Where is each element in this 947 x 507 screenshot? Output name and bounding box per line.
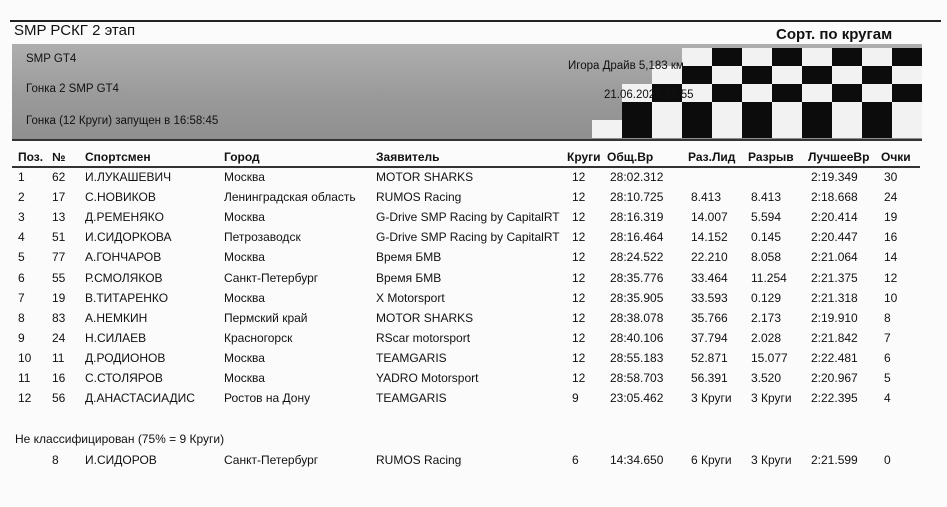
cell-total: 28:16.464 xyxy=(610,230,664,245)
cell-laps: 9 xyxy=(572,391,579,406)
flag-square xyxy=(832,120,862,138)
cell-city: Ленинградская область xyxy=(224,190,356,205)
flag-square xyxy=(682,48,712,66)
col-num: № xyxy=(52,150,66,164)
cell-gap: 3.520 xyxy=(751,371,782,385)
cell-driver: И.СИДОРКОВА xyxy=(85,230,172,245)
cell-laps: 12 xyxy=(572,330,586,345)
cell-num: 62 xyxy=(52,170,66,184)
col-gap: Разрыв xyxy=(748,150,794,164)
cell-pos: 2 xyxy=(18,190,25,205)
cell-laps: 12 xyxy=(572,350,586,365)
cell-num: 17 xyxy=(52,190,66,205)
cell-driver: И.ЛУКАШЕВИЧ xyxy=(85,170,172,184)
flag-square xyxy=(832,84,862,102)
cell-city: Пермский край xyxy=(224,310,308,325)
cell-driver: Н.СИЛАЕВ xyxy=(85,330,147,345)
cell-driver: И.СИДОРОВ xyxy=(85,453,157,467)
cell-gap: 2.173 xyxy=(751,310,782,325)
result-row xyxy=(0,329,947,349)
cell-gap: 0.129 xyxy=(751,290,782,305)
cell-points: 4 xyxy=(884,391,891,406)
cell-team: YADRO Motorsport xyxy=(376,371,479,385)
flag-square xyxy=(832,66,862,84)
sort-label: Сорт. по кругам xyxy=(776,26,893,43)
cell-lead-gap: 14.007 xyxy=(691,210,728,225)
cell-lead-gap: 33.464 xyxy=(691,270,728,285)
flag-square xyxy=(712,84,742,102)
flag-square xyxy=(772,84,802,102)
cell-city: Петрозаводск xyxy=(224,230,301,245)
result-row xyxy=(0,349,947,369)
cell-team: RUMOS Racing xyxy=(376,453,462,467)
result-row xyxy=(0,228,947,248)
cell-best: 2:21.064 xyxy=(811,250,858,265)
cell-gap: 15.077 xyxy=(751,350,788,365)
cell-points: 16 xyxy=(884,230,898,245)
cell-team: G-Drive SMP Racing by CapitalRT xyxy=(376,230,560,245)
cell-num: 8 xyxy=(52,453,59,467)
flag-square xyxy=(682,102,712,120)
cell-pos: 3 xyxy=(18,210,25,225)
cell-lead-gap: 56.391 xyxy=(691,371,728,385)
cell-points: 6 xyxy=(884,350,891,365)
flag-square xyxy=(802,66,832,84)
cell-lead-gap: 22.210 xyxy=(691,250,728,265)
cell-driver: Р.СМОЛЯКОВ xyxy=(85,270,163,285)
cell-num: 11 xyxy=(52,350,65,365)
cell-laps: 6 xyxy=(572,453,579,467)
cell-best: 2:20.447 xyxy=(811,230,858,245)
flag-square xyxy=(772,48,802,66)
cell-pos: 7 xyxy=(18,290,25,305)
cell-total: 28:02.312 xyxy=(610,170,664,184)
cell-best: 2:18.668 xyxy=(811,190,858,205)
flag-square xyxy=(682,66,712,84)
cell-points: 19 xyxy=(884,210,898,225)
cell-num: 55 xyxy=(52,270,66,285)
result-row xyxy=(0,389,947,409)
cell-lead-gap: 14.152 xyxy=(691,230,728,245)
cell-gap: 3 Круги xyxy=(751,453,792,467)
top-rule xyxy=(10,20,941,22)
col-laps: Круги xyxy=(567,150,601,164)
cell-total: 28:16.319 xyxy=(610,210,664,225)
cell-team: RScar motorsport xyxy=(376,330,471,345)
cell-pos: 4 xyxy=(18,230,25,245)
cell-points: 7 xyxy=(884,330,891,345)
cell-total: 28:35.905 xyxy=(610,290,664,305)
cell-gap: 5.594 xyxy=(751,210,782,225)
race-start: Гонка (12 Круги) запущен в 16:58:45 xyxy=(26,115,219,127)
cell-team: Время БМВ xyxy=(376,250,442,265)
cell-pos: 10 xyxy=(18,350,32,365)
cell-city: Москва xyxy=(224,371,265,385)
result-row xyxy=(0,289,947,309)
cell-best: 2:21.599 xyxy=(811,453,858,467)
cell-num: 19 xyxy=(52,290,66,305)
cell-city: Ростов на Дону xyxy=(224,391,311,406)
cell-gap: 11.254 xyxy=(751,270,787,285)
result-row xyxy=(0,248,947,268)
cell-city: Москва xyxy=(224,290,265,305)
cell-best: 2:19.349 xyxy=(811,170,858,184)
flag-square xyxy=(622,102,652,120)
cell-laps: 12 xyxy=(572,210,586,225)
flag-square xyxy=(802,84,832,102)
cell-num: 83 xyxy=(52,310,66,325)
cell-team: MOTOR SHARKS xyxy=(376,170,474,184)
cell-gap: 0.145 xyxy=(751,230,782,245)
flag-square xyxy=(802,102,832,120)
cell-laps: 12 xyxy=(572,170,586,184)
cell-points: 12 xyxy=(884,270,898,285)
cell-laps: 12 xyxy=(572,270,586,285)
cell-total: 23:05.462 xyxy=(610,391,664,406)
flag-square xyxy=(592,120,622,138)
result-row xyxy=(0,369,947,389)
cell-pos: 12 xyxy=(18,391,32,406)
cell-pos: 5 xyxy=(18,250,25,265)
cell-pos: 11 xyxy=(18,371,31,385)
flag-square xyxy=(712,48,742,66)
flag-square xyxy=(622,120,652,138)
cell-city: Москва xyxy=(224,170,265,184)
flag-square xyxy=(712,120,742,138)
cell-total: 28:55.183 xyxy=(610,350,664,365)
cell-points: 0 xyxy=(884,453,891,467)
cell-city: Москва xyxy=(224,250,265,265)
flag-square xyxy=(772,102,802,120)
cell-lead-gap: 3 Круги xyxy=(691,391,732,406)
cell-lead-gap: 8.413 xyxy=(691,190,722,205)
race-name: Гонка 2 SMP GT4 xyxy=(26,83,119,95)
col-team: Заявитель xyxy=(376,150,440,164)
cell-best: 2:21.318 xyxy=(811,290,858,305)
cell-total: 14:34.650 xyxy=(610,453,664,467)
series-name: SMP GT4 xyxy=(26,53,77,65)
cell-points: 14 xyxy=(884,250,898,265)
cell-pos: 9 xyxy=(18,330,25,345)
cell-gap: 8.058 xyxy=(751,250,782,265)
cell-lead-gap: 35.766 xyxy=(691,310,728,325)
cell-driver: Д.РЕМЕНЯКО xyxy=(85,210,164,225)
cell-laps: 12 xyxy=(572,290,586,305)
cell-driver: Д.АНАСТАСИАДИС xyxy=(85,391,195,406)
cell-lead-gap: 37.794 xyxy=(691,330,728,345)
cell-driver: С.НОВИКОВ xyxy=(85,190,156,205)
col-lead-gap: Раз.Лид xyxy=(688,150,736,164)
col-city: Город xyxy=(224,150,260,164)
cell-points: 8 xyxy=(884,310,891,325)
col-points: Очки xyxy=(881,150,911,164)
cell-total: 28:40.106 xyxy=(610,330,664,345)
cell-num: 51 xyxy=(52,230,66,245)
flag-square xyxy=(862,120,892,138)
cell-best: 2:22.481 xyxy=(811,350,858,365)
flag-square xyxy=(742,48,772,66)
cell-lead-gap: 52.871 xyxy=(691,350,728,365)
col-pos: Поз. xyxy=(18,150,44,164)
cell-num: 24 xyxy=(52,330,66,345)
cell-team: MOTOR SHARKS xyxy=(376,310,474,325)
cell-city: Красногорск xyxy=(224,330,293,345)
result-row xyxy=(0,168,947,188)
cell-laps: 12 xyxy=(572,310,586,325)
flag-square xyxy=(832,48,862,66)
cell-total: 28:38.078 xyxy=(610,310,664,325)
cell-driver: А.НЕМКИН xyxy=(85,310,148,325)
flag-square xyxy=(712,66,742,84)
cell-pos: 1 xyxy=(18,170,25,184)
cell-points: 30 xyxy=(884,170,898,184)
cell-city: Санкт-Петербург xyxy=(224,270,319,285)
flag-square xyxy=(592,102,622,120)
cell-best: 2:21.375 xyxy=(811,270,858,285)
race-datetime: 21.06.2025 16:55 xyxy=(604,89,694,101)
cell-points: 10 xyxy=(884,290,898,305)
cell-gap: 8.413 xyxy=(751,190,782,205)
cell-laps: 12 xyxy=(572,190,586,205)
cell-total: 28:35.776 xyxy=(610,270,664,285)
flag-square xyxy=(652,120,682,138)
cell-gap: 2.028 xyxy=(751,330,782,345)
flag-square xyxy=(802,48,832,66)
cell-best: 2:20.967 xyxy=(811,371,858,385)
cell-total: 28:24.522 xyxy=(610,250,664,265)
cell-lead-gap: 6 Круги xyxy=(691,453,732,467)
cell-team: G-Drive SMP Racing by CapitalRT xyxy=(376,210,560,225)
cell-gap: 3 Круги xyxy=(751,391,792,406)
result-row xyxy=(0,208,947,228)
cell-driver: В.ТИТАРЕНКО xyxy=(85,290,169,305)
cell-points: 24 xyxy=(884,190,898,205)
flag-square xyxy=(862,102,892,120)
cell-num: 77 xyxy=(52,250,66,265)
flag-square xyxy=(862,48,892,66)
flag-square xyxy=(682,120,712,138)
cell-driver: Д.РОДИОНОВ xyxy=(85,350,166,365)
cell-city: Санкт-Петербург xyxy=(224,453,319,467)
flag-square xyxy=(832,102,862,120)
flag-square xyxy=(712,102,742,120)
cell-total: 28:58.703 xyxy=(610,371,664,385)
cell-best: 2:21.842 xyxy=(811,330,858,345)
flag-square xyxy=(742,66,772,84)
cell-team: TEAMGARIS xyxy=(376,350,447,365)
cell-best: 2:22.395 xyxy=(811,391,858,406)
result-row xyxy=(0,188,947,208)
result-row xyxy=(0,451,947,471)
venue: Игора Драйв 5,183 км xyxy=(568,60,684,72)
flag-square xyxy=(772,66,802,84)
flag-square xyxy=(742,102,772,120)
col-best: ЛучшееВр xyxy=(808,150,870,164)
cell-driver: А.ГОНЧАРОВ xyxy=(85,250,162,265)
cell-city: Москва xyxy=(224,210,265,225)
flag-square xyxy=(802,120,832,138)
cell-team: Время БМВ xyxy=(376,270,442,285)
cell-laps: 12 xyxy=(572,371,586,385)
flag-square xyxy=(892,120,922,138)
flag-square xyxy=(742,120,772,138)
flag-square xyxy=(772,120,802,138)
cell-team: X Motorsport xyxy=(376,290,445,305)
cell-best: 2:19.910 xyxy=(811,310,858,325)
cell-total: 28:10.725 xyxy=(610,190,664,205)
cell-num: 56 xyxy=(52,391,66,406)
cell-best: 2:20.414 xyxy=(811,210,858,225)
result-row xyxy=(0,309,947,329)
flag-square xyxy=(892,48,922,66)
flag-square xyxy=(892,84,922,102)
cell-pos: 8 xyxy=(18,310,25,325)
flag-square xyxy=(742,84,772,102)
col-total: Общ.Вр xyxy=(607,150,654,164)
doc-title: SMP РСКГ 2 этап xyxy=(14,22,136,39)
result-row xyxy=(0,269,947,289)
cell-num: 16 xyxy=(52,371,66,385)
col-driver: Спортсмен xyxy=(85,150,151,164)
cell-driver: С.СТОЛЯРОВ xyxy=(85,371,163,385)
flag-square xyxy=(652,102,682,120)
cell-num: 13 xyxy=(52,210,66,225)
not-classified-label: Не классифицирован (75% = 9 Круги) xyxy=(15,432,225,446)
flag-square xyxy=(892,102,922,120)
flag-square xyxy=(862,66,892,84)
cell-team: TEAMGARIS xyxy=(376,391,447,406)
cell-laps: 12 xyxy=(572,250,586,265)
cell-laps: 12 xyxy=(572,230,586,245)
cell-team: RUMOS Racing xyxy=(376,190,462,205)
flag-square xyxy=(892,66,922,84)
flag-square xyxy=(862,84,892,102)
cell-city: Москва xyxy=(224,350,265,365)
cell-pos: 6 xyxy=(18,270,25,285)
cell-lead-gap: 33.593 xyxy=(691,290,728,305)
cell-points: 5 xyxy=(884,371,891,385)
